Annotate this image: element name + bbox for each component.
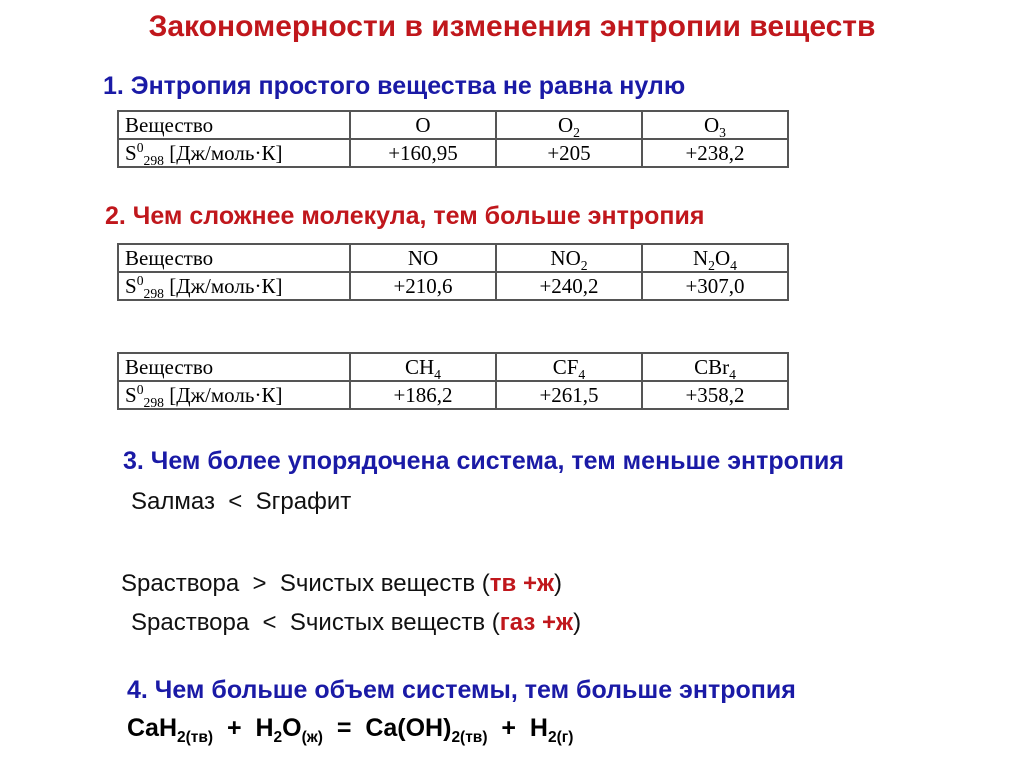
table-cell: $NO_2$ bbox=[496, 244, 642, 272]
table-row bbox=[118, 353, 788, 381]
table-cell: +358,2 bbox=[642, 381, 788, 409]
table-header-label: Вещество bbox=[118, 244, 350, 272]
table-cell: +186,2 bbox=[350, 381, 496, 409]
table-cell: +205 bbox=[496, 139, 642, 167]
table-cell: $O_2$ bbox=[496, 111, 642, 139]
table-cell: $O_3$ bbox=[642, 111, 788, 139]
table-header-label: Вещество bbox=[118, 111, 350, 139]
table-cell: CBr$_4$ bbox=[642, 353, 788, 381]
diamond-graphite-comparison: Sалмаз < Sграфит bbox=[131, 488, 352, 515]
table-cell: +210,6 bbox=[350, 272, 496, 300]
table-cell: +240,2 bbox=[496, 272, 642, 300]
entropy-symbol-label: $S^0_{298}$ [Дж/моль·К] bbox=[118, 139, 350, 167]
table-nitrogen-oxides bbox=[117, 243, 789, 301]
table-row bbox=[118, 381, 788, 409]
reaction-equation: $CaH_{2(тв)} + H_2O_{(ж)} = Ca(OH)_{2(тв)} + H_{2(г)}$ bbox=[127, 714, 574, 746]
section-2-heading: 2. Чем сложнее молекула, тем больше энтропия bbox=[105, 202, 705, 230]
table-cell: $CF_4$ bbox=[496, 353, 642, 381]
table-row bbox=[118, 272, 788, 300]
table-cell: +261,5 bbox=[496, 381, 642, 409]
section-4-heading: 4. Чем больше объем системы, тем больше энтропия bbox=[127, 676, 796, 704]
table-header-label: Вещество bbox=[118, 353, 350, 381]
table-row bbox=[118, 244, 788, 272]
page-title: Закономерности в изменения энтропии веществ bbox=[148, 10, 876, 43]
entropy-symbol-label: $S^0_{298}$ [Дж/моль·К] bbox=[118, 272, 350, 300]
table-cell: $N_2O_4$ bbox=[642, 244, 788, 272]
table-simple-substances bbox=[117, 110, 789, 168]
section-1-heading: 1. Энтропия простого вещества не равна нулю bbox=[103, 72, 686, 100]
section-3-heading: 3. Чем более упорядочена система, тем меньше энтропия bbox=[123, 447, 844, 475]
table-row bbox=[118, 111, 788, 139]
solution-solid-liquid-comparison: Sраствора > Sчистых веществ (тв +ж) bbox=[121, 570, 563, 597]
table-cell: +307,0 bbox=[642, 272, 788, 300]
solution-gas-liquid-comparison: Sраствора < Sчистых веществ (газ +ж) bbox=[131, 609, 582, 636]
table-methane-halides bbox=[117, 352, 789, 410]
table-cell: $CH_4$ bbox=[350, 353, 496, 381]
table-cell: +238,2 bbox=[642, 139, 788, 167]
table-cell: NO bbox=[350, 244, 496, 272]
entropy-symbol-label: $S^0_{298}$ [Дж/моль·К] bbox=[118, 381, 350, 409]
table-cell: O bbox=[350, 111, 496, 139]
table-row bbox=[118, 139, 788, 167]
table-cell: +160,95 bbox=[350, 139, 496, 167]
